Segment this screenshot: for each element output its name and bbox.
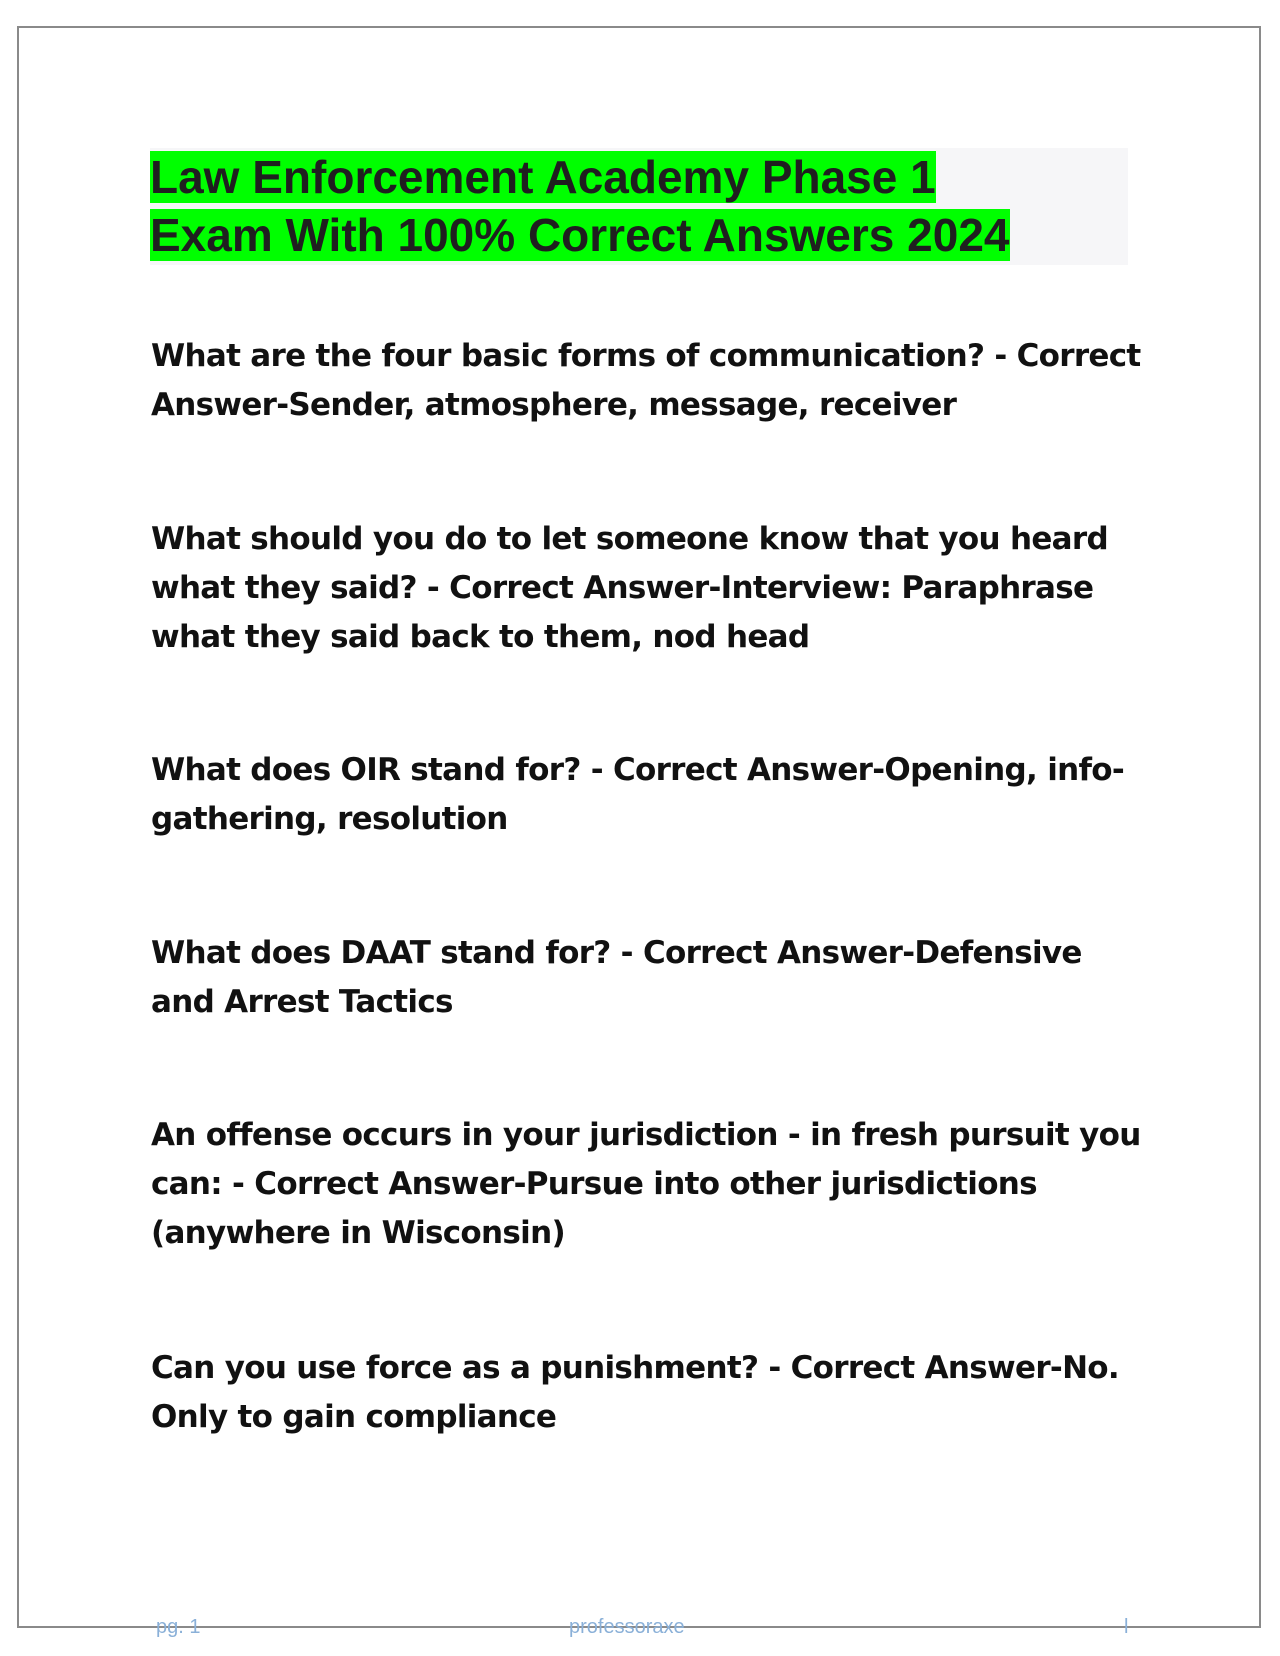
footer-author: professoraxe xyxy=(569,1616,685,1638)
qa-item-1: What are the four basic forms of communication? - Correct Answer-Sender, atmosphere, message, receiver xyxy=(151,338,1141,423)
title-line-1: Law Enforcement Academy Phase 1 xyxy=(150,151,936,203)
qa-item-6: Can you use force as a punishment? - Correct Answer-No. Only to gain compliance xyxy=(151,1350,1119,1435)
qa-item-3: What does OIR stand for? - Correct Answer-Opening, info-gathering, resolution xyxy=(151,752,1125,837)
document-title xyxy=(150,148,1128,264)
title-block xyxy=(150,148,1128,265)
qa-item-5: An offense occurs in your jurisdiction - in fresh pursuit you can: - Correct Answer-Pursue into other jurisdictions (anywhere in Wisconsin) xyxy=(151,1117,1141,1251)
qa-item-4: What does DAAT stand for? - Correct Answer-Defensive and Arrest Tactics xyxy=(151,935,1082,1020)
footer-page-number: pg. 1 xyxy=(156,1616,201,1638)
qa-item-2: What should you do to let someone know that you heard what they said? - Correct Answer-Interview: Paraphrase what they said back to them, nod head xyxy=(151,521,1108,655)
page-footer xyxy=(0,1616,1280,1646)
title-line-2: Exam With 100% Correct Answers 2024 xyxy=(150,209,1010,261)
footer-right-mark: l xyxy=(1124,1616,1129,1638)
